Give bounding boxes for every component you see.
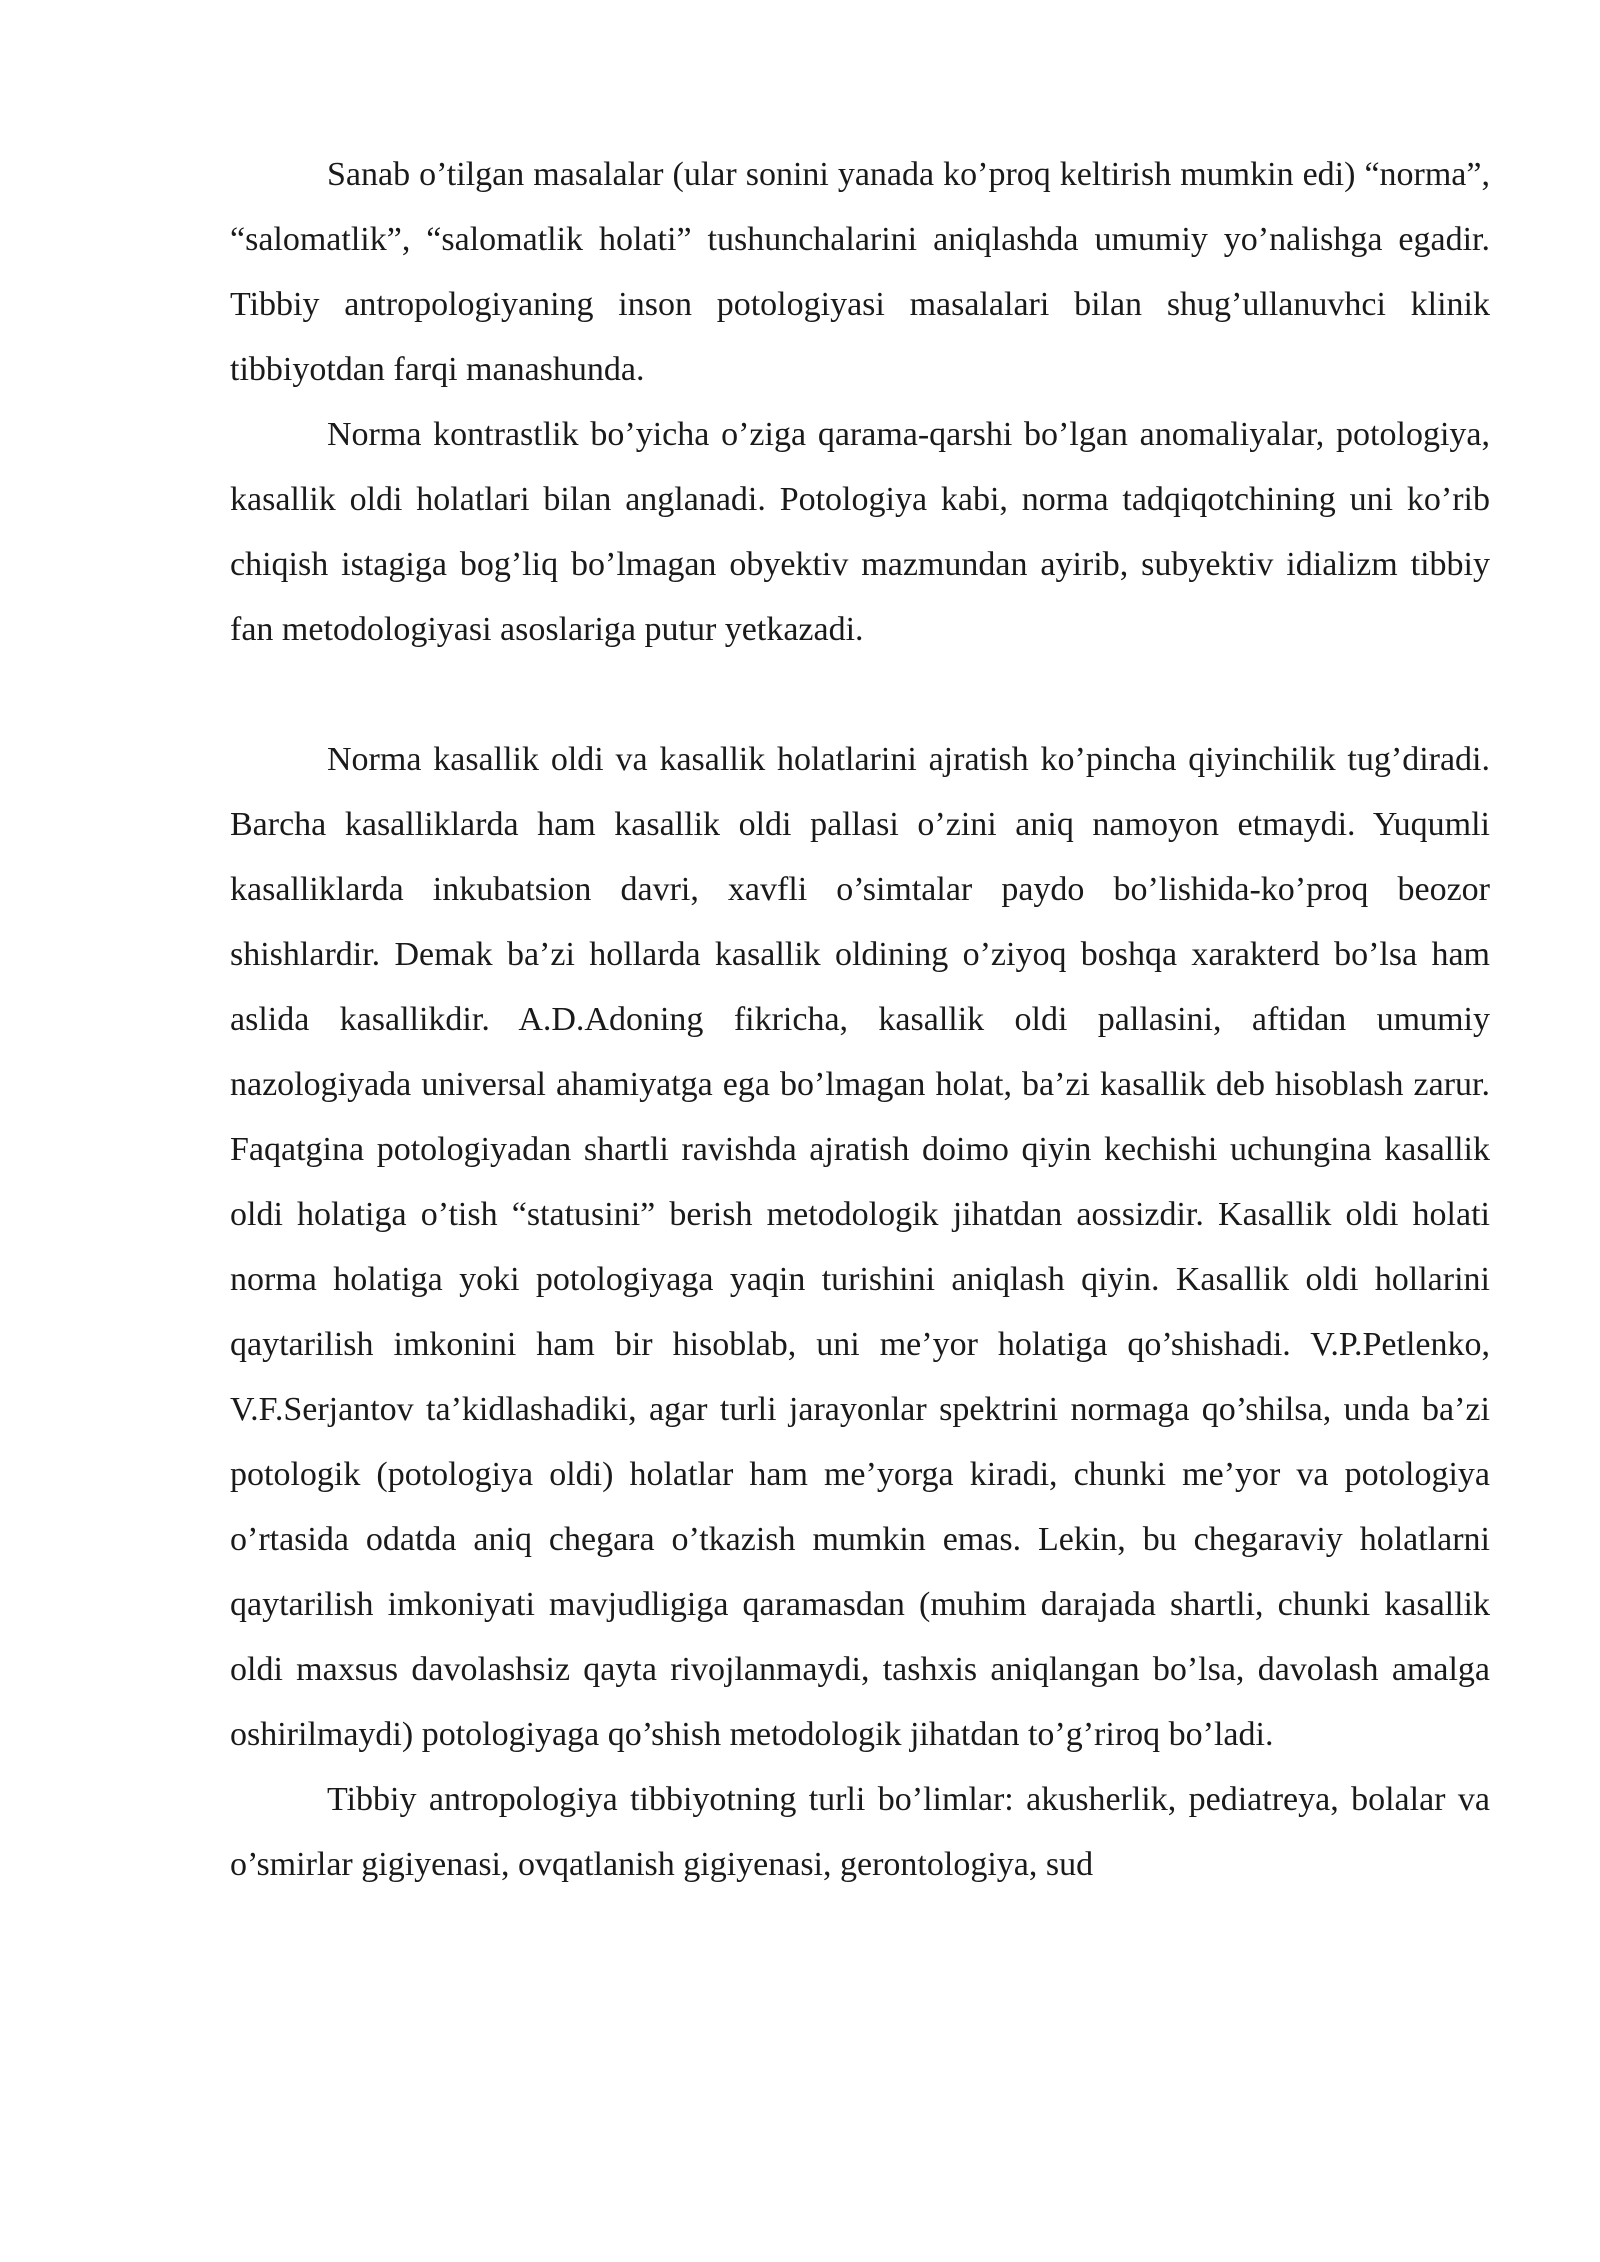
paragraph-spacer (230, 662, 1490, 727)
paragraph-3: Norma kasallik oldi va kasallik holatlarini ajratish ko’pincha qiyinchilik tug’diradi. Barcha kasalliklarda ham kasallik oldi pallasi o’zini aniq namoyon etmaydi. Yuqumli kasalliklarda inkubatsion davri, xavfli o’simtalar paydo bo’lishida-ko’proq beozor shishlardir. Demak ba’zi hollarda kasallik oldining o’ziyoq boshqa xarakterd bo’lsa ham aslida kasallikdir. A.D.Adoning fikricha, kasallik oldi pallasini, aftidan umumiy nazologiyada universal ahamiyatga ega bo’lmagan holat, ba’zi kasallik deb hisoblash zarur. Faqatgina potologiyadan shartli ravishda ajratish doimo qiyin kechishi uchungina kasallik oldi holatiga o’tish “statusini” berish metodologik jihatdan aossizdir. Kasallik oldi holati norma holatiga yoki potologiyaga yaqin turishini aniqlash qiyin. Kasallik oldi hollarini qaytarilish imkonini ham bir hisoblab, uni me’yor holatiga qo’shishadi. V.P.Petlenko, V.F.Serjantov ta’kidlashadiki, agar turli jarayonlar spektrini normaga qo’shilsa, unda ba’zi potologik (potologiya oldi) holatlar ham me’yorga kiradi, chunki me’yor va potologiya o’rtasida odatda aniq chegara o’tkazish mumkin emas. Lekin, bu chegaraviy holatlarni qaytarilish imkoniyati mavjudligiga qaramasdan (muhim darajada shartli, chunki kasallik oldi maxsus davolashsiz qayta rivojlanmaydi, tashxis aniqlangan bo’lsa, davolash amalga oshirilmaydi) potologiyaga qo’shish metodologik jihatdan to’g’riroq bo’ladi. (230, 741, 1490, 1753)
document-page (230, 142, 1490, 1897)
paragraph-1: Sanab o’tilgan masalalar (ular sonini yanada ko’proq keltirish mumkin edi) “norma”, “salomatlik”, “salomatlik holati” tushunchalarini aniqlashda umumiy yo’nalishga egadir. Tibbiy antropologiyaning inson potologiyasi masalalari bilan shug’ullanuvhci klinik tibbiyotdan farqi manashunda. (230, 156, 1490, 388)
paragraph-4: Tibbiy antropologiya tibbiyotning turli bo’limlar: akusherlik, pediatreya, bolalar va o’smirlar gigiyenasi, ovqatlanish gigiyenasi, gerontologiya, sud (230, 1781, 1490, 1883)
paragraph-2: Norma kontrastlik bo’yicha o’ziga qarama-qarshi bo’lgan anomaliyalar, potologiya, kasallik oldi holatlari bilan anglanadi. Potologiya kabi, norma tadqiqotchining uni ko’rib chiqish istagiga bog’liq bo’lmagan obyektiv mazmundan ayirib, subyektiv idializm tibbiy fan metodologiyasi asoslariga putur yetkazadi. (230, 416, 1490, 648)
